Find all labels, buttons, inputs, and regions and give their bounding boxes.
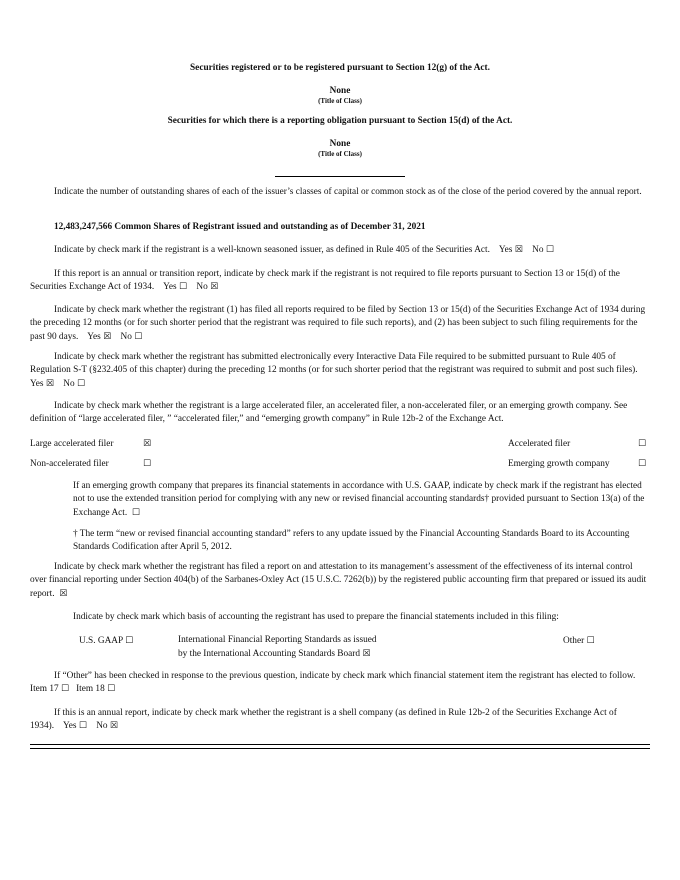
egc-transition-checkbox[interactable]: ☐ [131,507,140,518]
wksi-question [30,244,650,257]
shell-yes-checkbox[interactable]: ☐ [78,721,87,732]
interactive-data-question [30,351,650,391]
other-item-question [30,670,650,697]
us-gaap-label: U.S. GAAP [79,636,123,646]
filed-reports-yes-label: Yes [87,331,101,342]
interactive-data-yes-label: Yes [30,378,44,389]
other-checkbox[interactable]: ☐ [586,636,595,646]
not-required-no-label: No [196,282,208,293]
other-option [563,635,595,648]
not-required-no-checkbox[interactable]: ☒ [210,282,219,293]
other-item-text: If “Other” has been checked in response to the previous question, indicate by check mark which financial statement item the registrant has elected to follow. [54,671,636,681]
not-required-text: If this report is an annual or transition report, indicate by check mark if the registrant is not required to file reports pursuant to Section 13 or 15(d) of the Securities Exchange Act of 1934. [30,269,620,293]
shell-company-text: If this is an annual report, indicate by check mark whether the registrant is a shell company (as defined in Rule 12b-2 of the Securities Exchange Act of 1934). [30,708,617,732]
short-divider [275,176,405,177]
shell-company-question [30,707,650,734]
egc-transition-question [73,480,650,520]
other-label: Other [563,636,585,646]
shell-no-label: No [96,721,108,732]
filed-reports-no-label: No [120,331,132,342]
non-accelerated-filer-checkbox[interactable]: ☐ [143,459,152,469]
ifrs-line-2: by the International Accounting Standards Board [178,649,361,659]
bottom-rule-top [30,744,650,745]
section-12g-heading: Securities registered or to be registered pursuant to Section 12(g) of the Act. [190,63,490,73]
accelerated-filer-checkbox[interactable]: ☐ [638,439,647,449]
not-required-yes-label: Yes [163,282,177,293]
accounting-basis-question: Indicate by check mark which basis of accounting the registrant has used to prepare the financial statements included in this filing: [73,612,559,622]
interactive-data-no-checkbox[interactable]: ☐ [76,378,86,389]
not-required-yes-checkbox[interactable]: ☐ [179,282,188,293]
section-15d-heading: Securities for which there is a reporting obligation pursuant to Section 15(d) of the Act. [167,116,513,126]
item-18-label: Item 18 [76,684,105,695]
section-12g-value: None [329,86,351,96]
filed-reports-text: Indicate by check mark whether the registrant (1) has filed all reports required to be filed by Section 13 or 15(d) of the Securities Exchange Act of 1934 during the preceding 12 months (or for such shorter period that the registrant was required to file such reports), and (2) has been subject to such filing requirements for the past 90 days. [30,305,646,342]
wksi-text: Indicate by check mark if the registrant is a well-known seasoned issuer, as defined in Rule 405 of the Securities Act. [54,245,490,255]
item-17-checkbox[interactable]: ☐ [61,684,70,695]
ifrs-option [178,648,370,661]
accelerated-filer-label: Accelerated filer [508,439,571,449]
interactive-data-no-label: No [63,378,75,389]
interactive-data-text: Indicate by check mark whether the registrant has submitted electronically every Interactive Data File required to be submitted pursuant to Rule 405 of Regulation S-T (§232.405 of this chapter) during the preceding 12 months (or for such shorter period that the registrant was required to submit and post such files). [30,352,638,376]
us-gaap-option [79,635,133,648]
shell-yes-label: Yes [62,721,77,732]
emerging-growth-company-checkbox[interactable]: ☐ [638,459,647,469]
icfr-checkbox[interactable]: ☒ [59,588,68,599]
item-17-label: Item 17 [30,684,59,695]
wksi-yes-label: Yes [498,245,513,255]
us-gaap-checkbox[interactable]: ☐ [125,636,134,646]
filed-reports-yes-checkbox[interactable]: ☒ [103,331,112,342]
filed-reports-question [30,304,650,344]
shell-no-checkbox[interactable]: ☒ [109,721,118,732]
section-12g-caption: (Title of Class) [318,97,362,105]
bottom-rule-bottom [30,748,650,749]
egc-transition-text: If an emerging growth company that prepares its financial statements in accordance with U.S. GAAP, indicate by check mark if the registrant has elected not to use the extended transition period for complying with any new or revised financial accounting standards† provided pursuant to Section 13(a) of the Exchange Act. [73,481,645,518]
ifrs-line-1: International Financial Reporting Standards as issued [178,635,377,645]
non-accelerated-filer-label: Non-accelerated filer [30,459,109,469]
wksi-no-checkbox[interactable]: ☐ [545,245,554,255]
item-18-checkbox[interactable]: ☐ [107,684,116,695]
large-accelerated-filer-label: Large accelerated filer [30,439,114,449]
emerging-growth-company-label: Emerging growth company [508,459,610,469]
icfr-question [30,561,650,601]
shares-question: Indicate the number of outstanding shares of each of the issuer’s classes of capital or common stock as of the close of the period covered by the annual report. [54,187,642,197]
new-standard-footnote: † The term “new or revised financial accounting standard” refers to any update issued by the Financial Accounting Standards Board to its Accounting Standards Codification after April 5, 2012. [73,529,630,553]
shares-answer: 12,483,247,566 Common Shares of Registrant issued and outstanding as of December 31, 2021 [54,222,426,232]
not-required-question [30,268,650,295]
icfr-text: Indicate by check mark whether the registrant has filed a report on and attestation to its management’s assessment of the effectiveness of its internal control over financial reporting under Section 404(b) of the Sarbanes-Oxley Act (15 U.S.C. 7262(b)) by the registered public accounting firm that prepared or issued its audit report. [30,562,647,599]
ifrs-checkbox[interactable]: ☒ [362,649,371,659]
wksi-yes-checkbox[interactable]: ☒ [514,245,523,255]
interactive-data-yes-checkbox[interactable]: ☒ [45,378,54,389]
wksi-no-label: No [532,245,544,255]
filer-status-question: Indicate by check mark whether the registrant is a large accelerated filer, an accelerated filer, a non-accelerated filer, or an emerging growth company. See definition of “large accelerated filer, ” “accelerated filer,” and “emerging growth company” in Rule 12b-2 of the Exchange Act. [30,401,628,425]
section-15d-caption: (Title of Class) [318,150,362,158]
large-accelerated-filer-checkbox[interactable]: ☒ [143,439,152,449]
section-15d-value: None [329,139,351,149]
filed-reports-no-checkbox[interactable]: ☐ [134,331,143,342]
